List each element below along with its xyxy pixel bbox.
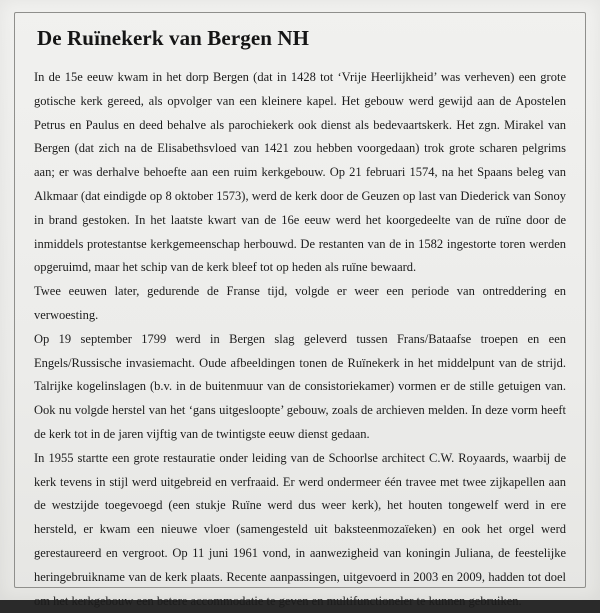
paragraph-history: In de 15e eeuw kwam in het dorp Bergen (dat in 1428 tot ‘Vrije Heerlijkheid’ was verheven) een grote gotische kerk gereed, als opvolger van een kleinere kapel. Het gebouw werd gewijd aan de Apostelen Petrus en Paulus en deed behalve als parochiekerk ook dienst als bedevaartskerk. Het zgn. Mirakel van Bergen (dat zich na de Elisabethsvloed van 1421 zou hebben voorgedaan) trok grote scharen pelgrims aan; er was derhalve behoefte aan een ruim kerkgebouw. Op 21 februari 1574, na het Spaans beleg van Alkmaar (dat eindigde op 8 oktober 1573), werd de kerk door de Geuzen op last van Diederick van Sonoy in brand gestoken. In het laatste kwart van de 16e eeuw werd het koorgedeelte van de ruïne door de inmiddels protestantse kerkgemeenschap herbouwd. De restanten van de in 1582 ingestorte toren werden opgeruimd, maar het schip van de kerk bleef tot op heden als ruïne bewaard.	[34, 70, 566, 275]
article-body	[34, 66, 566, 613]
paragraph-restoration: In 1955 startte een grote restauratie onder leiding van de Schoorlse architect C.W. Royaards, waarbij de kerk tevens in stijl werd uitgebreid en verfraaid. Er werd ondermeer één travee met twee zijkapellen aan de westzijde toegevoegd (een stukje Ruïne werd dus weer kerk), het houten tongewelf werd in ere hersteld, er kwam een nieuwe vloer (samengesteld uit baksteenmozaïeken) en ook het orgel werd gerestaureerd en vergroot. Op 11 juni 1961 vond, in aanwezigheid van koningin Juliana, de feestelijke heringebruikname van de kerk plaats. Recente aanpassingen, uitgevoerd in 2003 en 2009, hadden tot doel om het kerkgebouw een betere accommodatie te geven en multifunctioneler te kunnen gebruiken.	[34, 450, 566, 608]
paragraph-french-period: Twee eeuwen later, gedurende de Franse tijd, volgde er weer een periode van ontreddering en verwoesting.	[34, 284, 566, 322]
page-title: De Ruïnekerk van Bergen NH	[37, 26, 310, 50]
paragraph-battle-1799: Op 19 september 1799 werd in Bergen slag geleverd tussen Frans/Bataafse troepen en een Engels/Russische invasiemacht. Oude afbeeldingen tonen de Ruïnekerk in het middelpunt van de strijd. Talrijke kogelinslagen (b.v. in de buitenmuur van de consistoriekamer) vormen er de stille getuigen van. Ook nu volgde herstel van het ‘gans uitgesloopte’ gebouw, zoals de archieven melden. In deze vorm heeft de kerk tot in de jaren vijftig van de twintigste eeuw dienst gedaan.	[34, 331, 566, 441]
